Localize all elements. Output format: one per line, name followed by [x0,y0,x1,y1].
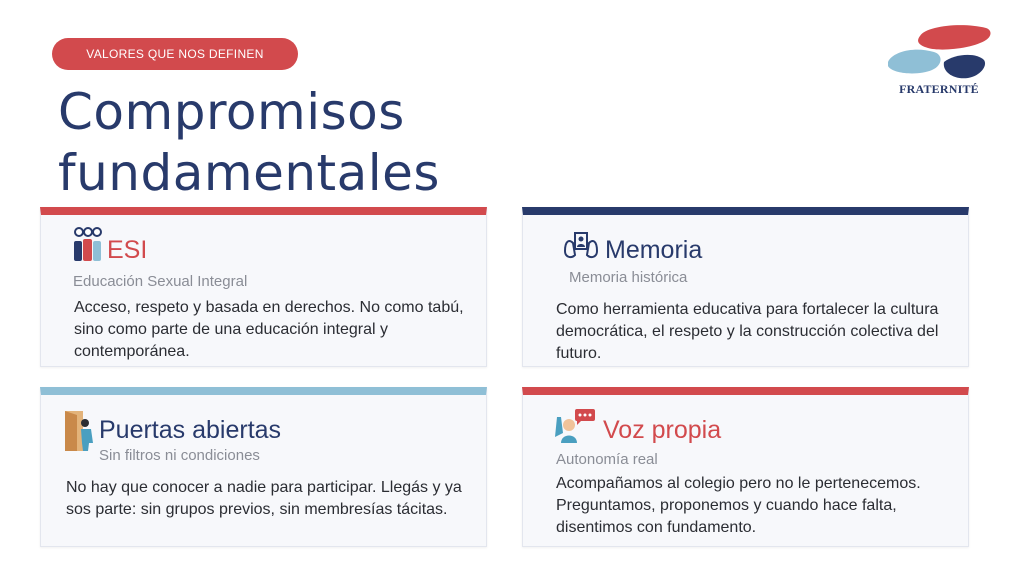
logo-text: FRATERNITÉ [899,82,979,96]
page-title [58,82,578,204]
page-title-line-1: Compromisos [58,83,405,141]
card-title: Puertas abiertas [99,416,282,444]
card-subtitle: Educación Sexual Integral [73,273,248,290]
card-subtitle: Sin filtros ni condiciones [99,447,260,464]
card-memoria [522,207,969,367]
card-esi [40,207,487,367]
card-title: ESI [107,236,148,264]
section-badge: VALORES QUE NOS DEFINEN [52,38,298,70]
logo-mark-icon [884,22,994,82]
diversity-hands-icon [73,227,103,267]
hands-portrait-icon [563,231,599,261]
card-title: Voz propia [603,416,722,444]
page-title-line-2: fundamentales [58,144,440,202]
card-body: No hay que conocer a nadie para participar. Llegás y ya sos parte: sin grupos previos, sin membresías tácitas. [66,479,462,518]
card-puertas-abiertas [40,387,487,547]
raised-hand-speech-icon [553,407,595,443]
open-door-icon [63,409,99,453]
card-subtitle: Memoria histórica [569,269,688,286]
fraternite-logo [884,22,994,102]
card-body: Acompañamos al colegio pero no le pertenecemos. Preguntamos, proponemos y cuando hace falta, disentimos con fundamento. [556,475,921,536]
card-voz-propia [522,387,969,547]
card-title: Memoria [605,236,703,264]
card-subtitle: Autonomía real [556,451,658,468]
card-body: Acceso, respeto y basada en derechos. No como tabú, sino como parte de una educación integral y contemporánea. [74,299,464,360]
card-body: Como herramienta educativa para fortalecer la cultura democrática, el respeto y la construcción colectiva del futuro. [556,301,939,362]
